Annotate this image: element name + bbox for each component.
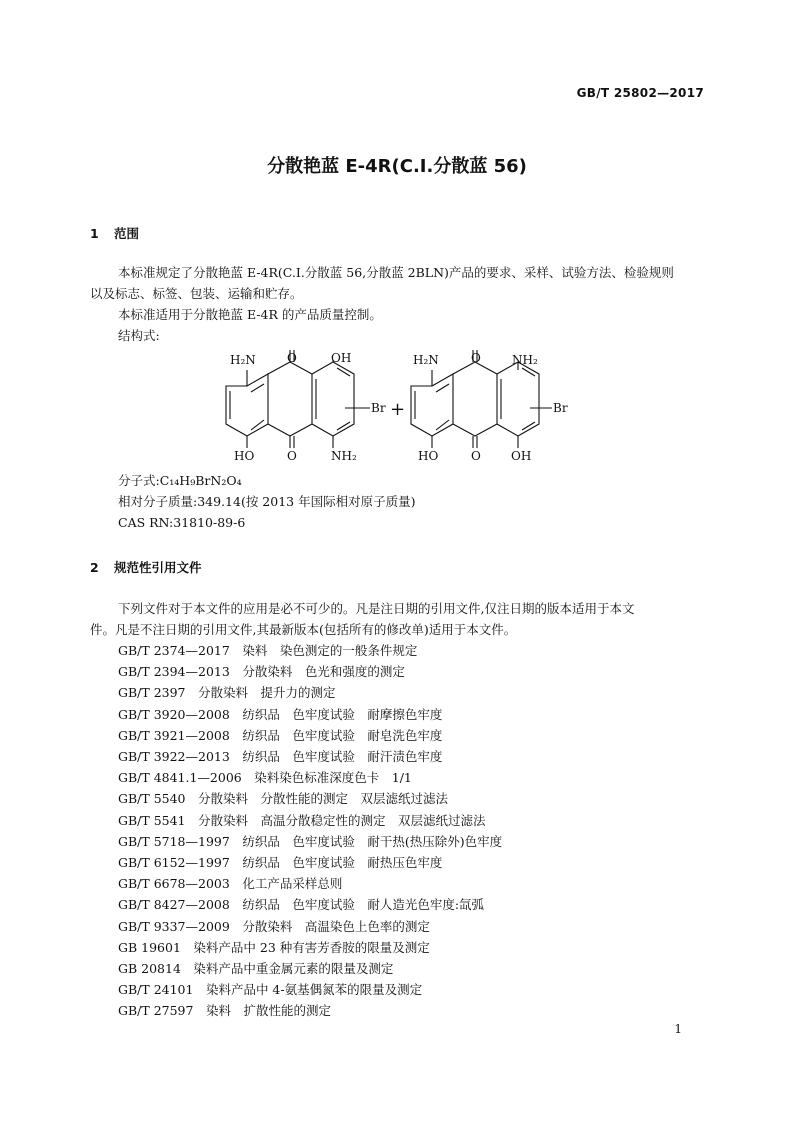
left-top-left-label: H₂N xyxy=(230,353,256,367)
section-1-title: 范围 xyxy=(114,226,140,241)
left-bottom-mid-label: O xyxy=(287,449,297,463)
normative-intro xyxy=(90,598,704,640)
reference-item: GB/T 5540 分散染料 分散性能的测定 双层滤纸过滤法 xyxy=(118,791,449,807)
reference-item: GB/T 27597 染料 扩散性能的测定 xyxy=(118,1003,331,1019)
right-top-left-label: H₂N xyxy=(413,353,439,367)
reference-list xyxy=(118,640,502,1022)
reference-item: GB/T 5718—1997 纺织品 色牢度试验 耐干热(热压除外)色牢度 xyxy=(118,833,503,849)
reference-item: GB/T 2397 分散染料 提升力的测定 xyxy=(118,685,336,701)
document-title: 分散艳蓝 E-4R(C.I.分散蓝 56) xyxy=(267,156,527,177)
right-top-mid-label: O xyxy=(471,351,481,365)
left-bottom-right-label: NH₂ xyxy=(331,449,357,463)
section-2-title: 规范性引用文件 xyxy=(114,560,202,575)
reference-item: GB/T 8427—2008 纺织品 色牢度试验 耐人造光色牢度:氙弧 xyxy=(118,897,485,913)
molecular-formula xyxy=(118,470,415,491)
section-2-number: 2 xyxy=(90,560,99,575)
right-molecule-labels xyxy=(413,351,568,463)
section-1-number: 1 xyxy=(90,226,99,241)
formula-block xyxy=(118,470,415,533)
left-molecule-labels xyxy=(230,351,386,463)
reference-item: GB/T 3921—2008 纺织品 色牢度试验 耐皂洗色牢度 xyxy=(118,727,443,743)
reference-item: GB 19601 染料产品中 23 种有害芳香胺的限量及测定 xyxy=(118,939,430,955)
plus-sign: + xyxy=(390,399,406,420)
scope-line-2: 以及标志、标签、包装、运输和贮存。 xyxy=(90,286,303,301)
right-substituent-label: Br xyxy=(553,401,568,415)
intro-line-1: 下列文件对于本文件的应用是必不可少的。凡是注日期的引用文件,仅注日期的版本适用于本文 xyxy=(118,601,635,616)
reference-item: GB/T 3920—2008 纺织品 色牢度试验 耐摩擦色牢度 xyxy=(118,706,443,722)
right-bottom-left-label: HO xyxy=(418,449,439,463)
left-top-mid-label: O xyxy=(287,351,297,365)
cas-number: CAS RN:31810-89-6 xyxy=(118,515,246,530)
standard-code-header: GB/T 25802—2017 xyxy=(576,86,704,100)
reference-item: GB/T 6152—1997 纺织品 色牢度试验 耐热压色牢度 xyxy=(118,855,443,871)
molecular-mass: 相对分子质量:349.14(按 2013 年国际相对原子质量) xyxy=(118,494,416,509)
right-top-right-label: NH₂ xyxy=(512,353,538,367)
reference-item: GB/T 5541 分散染料 高温分散稳定性的测定 双层滤纸过滤法 xyxy=(118,812,486,828)
formula-label: 分子式: xyxy=(118,473,160,488)
formula-value: C₁₄H₉BrN₂O₄ xyxy=(159,473,242,488)
left-substituent-label: Br xyxy=(371,401,386,415)
page-number: 1 xyxy=(674,1022,682,1036)
reference-item: GB 20814 染料产品中重金属元素的限量及测定 xyxy=(118,961,394,977)
section-2-heading xyxy=(90,558,202,576)
structure-label: 结构式: xyxy=(118,328,160,343)
scope-line-1: 本标准规定了分散艳蓝 E-4R(C.I.分散蓝 56,分散蓝 2BLN)产品的要求、采样、试验方法、检验规则 xyxy=(118,265,674,280)
scope-paragraph-2: 本标准适用于分散艳蓝 E-4R 的产品质量控制。 xyxy=(118,307,382,322)
reference-item: GB/T 6678—2003 化工产品采样总则 xyxy=(118,876,343,892)
right-bottom-mid-label: O xyxy=(471,449,481,463)
right-bottom-right-label: OH xyxy=(511,449,532,463)
reference-item: GB/T 4841.1—2006 染料染色标准深度色卡 1/1 xyxy=(118,770,412,786)
reference-item: GB/T 2374—2017 染料 染色测定的一般条件规定 xyxy=(118,643,418,658)
reference-item: GB/T 9337—2009 分散染料 高温染色上色率的测定 xyxy=(118,918,430,934)
reference-item: GB/T 24101 染料产品中 4-氨基偶氮苯的限量及测定 xyxy=(118,982,423,998)
left-bottom-left-label: HO xyxy=(234,449,255,463)
left-top-right-label: OH xyxy=(331,351,352,365)
reference-item: GB/T 3922—2013 纺织品 色牢度试验 耐汗渍色牢度 xyxy=(118,749,443,765)
reference-item: GB/T 2394—2013 分散染料 色光和强度的测定 xyxy=(118,664,405,680)
intro-line-2: 件。凡是不注日期的引用文件,其最新版本(包括所有的修改单)适用于本文件。 xyxy=(90,622,517,637)
